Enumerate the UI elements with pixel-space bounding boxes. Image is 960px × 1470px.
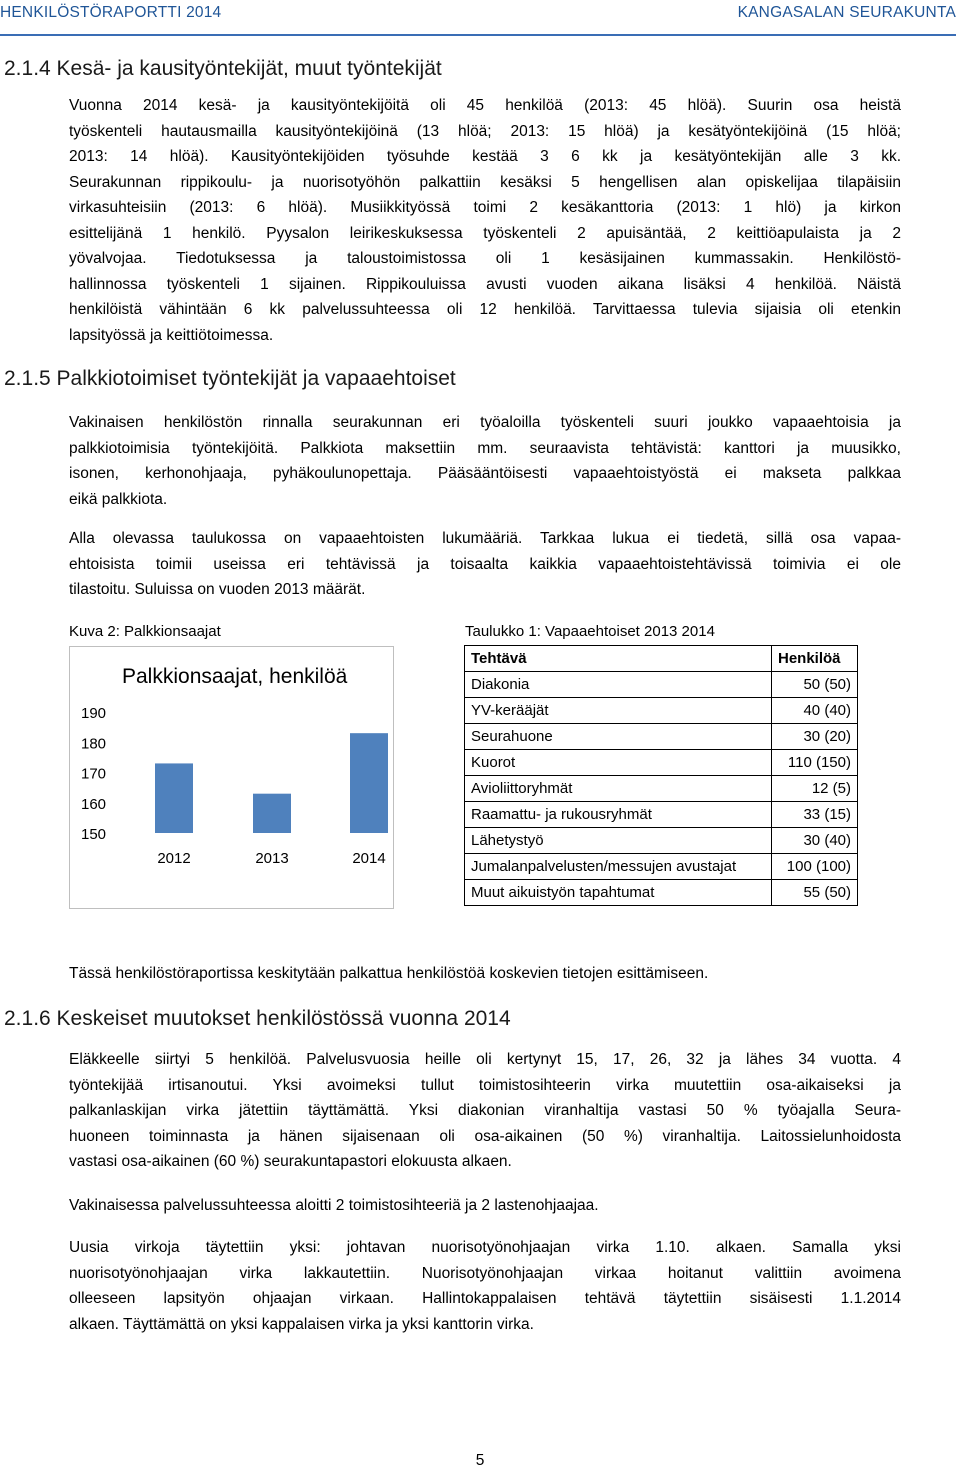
table-cell-persons: 110 (150) [772,750,858,776]
paragraph-line: olleeseen lapsityön ohjaajan virkaan. Hallintokappalaisen tehtävä täytettiin sisäisesti 1.1.2014 [69,1290,901,1307]
table-cell-persons: 100 (100) [772,854,858,880]
table-header-task: Tehtävä [465,646,772,672]
note-text: Tässä henkilöstöraportissa keskitytään palkattua henkilöstöä koskevien tietojen esittämiseen. [69,965,709,982]
y-tick-label: 160 [81,795,107,813]
table-caption: Taulukko 1: Vapaaehtoiset 2013 2014 [465,623,715,640]
paragraph-line: työntekijää irtisanoutui. Yksi avoimeksi tullut toimistosihteerin virka muutettiin osa-aikaiseksi ja [69,1076,901,1094]
table-cell-task: YV-kerääjät [465,698,772,724]
paragraph-line: 2013: 14 hlöä). Kausityöntekijöiden työsuhde kestää 3 6 kk ja kesätyöntekijän alle 3 kk. [69,148,901,165]
paragraph-line: henkilöistä vähintään 6 kk palvelussuhteessa oli 12 henkilöä. Tarvittaessa tulevia sijaisia oli etenkin [69,301,901,318]
section-216-paragraph-2 [69,1193,901,1219]
chart-bar [350,733,388,833]
paragraph-line: vastasi osa-aikainen (60 %) seurakuntapastori elokuusta alkaen. [69,1153,512,1170]
paragraph-line: yövalvojaa. Tiedotuksessa ja taloustoimistossa oli 1 kesäsijainen kummassakin. Henkilöstö- [69,250,901,267]
section-215-heading: 2.1.5 Palkkiotoimiset työntekijät ja vapaaehtoiset [4,367,456,390]
table-row [465,698,858,724]
paragraph-line: alkaen. Täyttämättä on yksi kappalaisen virka ja yksi kanttorin virka. [69,1315,534,1333]
table-cell-persons: 40 (40) [772,698,858,724]
y-tick-label: 180 [81,735,107,753]
section-216-paragraph-3 [69,1235,901,1337]
section-214-paragraph [69,93,901,348]
paragraph-line: virkasuhteisiin (2013: 6 hlöä). Musiikkityössä toimi 2 kesäkanttoria (2013: 1 hlö) ja kirkon [69,199,901,216]
paragraph-line: Alla olevassa taulukossa on vapaaehtoisten lukumääriä. Tarkkaa lukua ei tiedetä, sillä osa vapaa- [69,530,901,547]
paragraph-line: eikä palkkiota. [69,490,168,508]
table-row [465,854,858,880]
table-cell-task: Seurahuone [465,724,772,750]
paragraph-line: palkkiotoimisia työntekijöitä. Palkkiota maksettiin mm. seuraavista tehtävistä: kanttori ja muusikko, [69,439,901,457]
table-cell-task: Kuorot [465,750,772,776]
table-cell-task: Avioliittoryhmät [465,776,772,802]
table-row [465,776,858,802]
paragraph-line: huoneen toiminnasta ja hänen sijaisenaan oli osa-aikainen (50 %) viranhaltija. Laitossielunhoidosta [69,1127,901,1145]
section-215-paragraph-2 [69,526,901,603]
chart-y-axis [81,705,106,843]
chart-title: Palkkionsaajat, henkilöä [122,665,348,688]
section-216-heading: 2.1.6 Keskeiset muutokset henkilöstössä vuonna 2014 [4,1007,511,1030]
palkkionsaajat-chart [69,646,394,909]
chart-x-axis [157,850,385,867]
y-tick-label: 150 [81,826,107,843]
paragraph-line: ehtoisista toimii useissa eri tehtävissä ja toisaalta kaikkia vapaaehtoistehtävissä toimivia ei ole [69,555,901,573]
section-216-paragraph-1 [69,1047,901,1175]
paragraph-line: Eläkkeelle siirtyi 5 henkilöä. Palvelusvuosia heille oli kertynyt 15, 17, 26, 32 ja lähes 34 vuotta. 4 [69,1051,901,1068]
section-214-heading: 2.1.4 Kesä- ja kausityöntekijät, muut työntekijät [4,57,442,80]
paragraph-line: Vakinaisessa palvelussuhteessa aloitti 2 toimistosihteeriä ja 2 lastenohjaajaa. [69,1197,599,1214]
x-tick-label: 2014 [352,850,386,867]
chart-bar [253,794,291,833]
table-row [465,750,858,776]
table-cell-persons: 30 (20) [772,724,858,750]
x-tick-label: 2013 [255,850,289,867]
paragraph-line: esittelijänä 1 henkilö. Pyysalon leirikeskuksessa työskenteli 2 apuisäntää, 2 keittiöapulaista ja 2 [69,224,901,242]
table-cell-task: Muut aikuistyön tapahtumat [465,880,772,906]
volunteer-table [464,645,858,906]
paragraph-line: työskenteli hautausmailla kausityöntekijöinä (13 hlöä; 2013: 15 hlöä) ja kesätyöntekijöinä (15 hlöä; [69,122,901,140]
chart-canvas [70,647,393,908]
table-row [465,672,858,698]
paragraph-line: nuorisotyönohjaajan virka lakkautettiin. Nuorisotyönohjaajan virkaa hoitanut valittiin avoimena [69,1264,901,1282]
table-cell-persons: 55 (50) [772,880,858,906]
figure-caption: Kuva 2: Palkkionsaajat [69,623,221,640]
chart-bar [155,763,193,833]
table-row [465,802,858,828]
page-number: 5 [475,1452,485,1469]
y-tick-label: 170 [81,765,107,783]
table-cell-persons: 30 (40) [772,828,858,854]
note-paragraph [69,961,901,987]
table-row [465,724,858,750]
table-row [465,828,858,854]
chart-bars [155,733,388,833]
paragraph-line: Seurakunnan rippikoulu- ja nuorisotyöhön palkattiin kesäksi 5 hengellisen alan opiskelijaa tilapäisiin [69,173,901,191]
x-tick-label: 2012 [157,850,191,867]
paragraph-line: tilastoitu. Suluissa on vuoden 2013 määrät. [69,581,366,598]
table-cell-task: Raamattu- ja rukousryhmät [465,802,772,828]
table-header-persons: Henkilöä [772,646,858,672]
section-215-paragraph-1 [69,410,901,512]
table-cell-persons: 33 (15) [772,802,858,828]
table-cell-task: Diakonia [465,672,772,698]
paragraph-line: hallinnossa työskenteli 1 sijainen. Rippikouluissa avusti vuoden aikana lisäksi 4 henkilöä. Näistä [69,275,901,293]
table-cell-persons: 12 (5) [772,776,858,802]
table-cell-task: Jumalanpalvelusten/messujen avustajat [465,854,772,880]
paragraph-line: Uusia virkoja täytettiin yksi: johtavan nuorisotyönohjaajan virka 1.10. alkaen. Samalla yksi [69,1239,901,1256]
header-left-title: HENKILÖSTÖRAPORTTI 2014 [0,4,222,21]
y-tick-label: 190 [81,705,107,722]
paragraph-line: palkanlaskijan virka jätettiin täyttämättä. Yksi diakonian viranhaltija vastasi 50 % työajalla Seura- [69,1102,901,1119]
table-cell-persons: 50 (50) [772,672,858,698]
paragraph-line: Vakinaisen henkilöstön rinnalla seurakunnan eri työaloilla työskenteli suuri joukko vapaaehtoisia ja [69,414,901,431]
table-row [465,880,858,906]
header-right-title: KANGASALAN SEURAKUNTA [737,4,956,21]
header-divider [0,34,956,36]
paragraph-line: Vuonna 2014 kesä- ja kausityöntekijöitä oli 45 henkilöä (2013: 45 hlöä). Suurin osa heistä [69,97,901,114]
paragraph-line: isonen, kerhonohjaaja, pyhäkoulunopettaja. Pääsääntöisesti vapaaehtoistyöstä ei makseta palkkaa [69,465,901,482]
table-header-row [465,646,858,672]
table-cell-task: Lähetystyö [465,828,772,854]
paragraph-line: lapsityössä ja keittiötoimessa. [69,326,274,344]
